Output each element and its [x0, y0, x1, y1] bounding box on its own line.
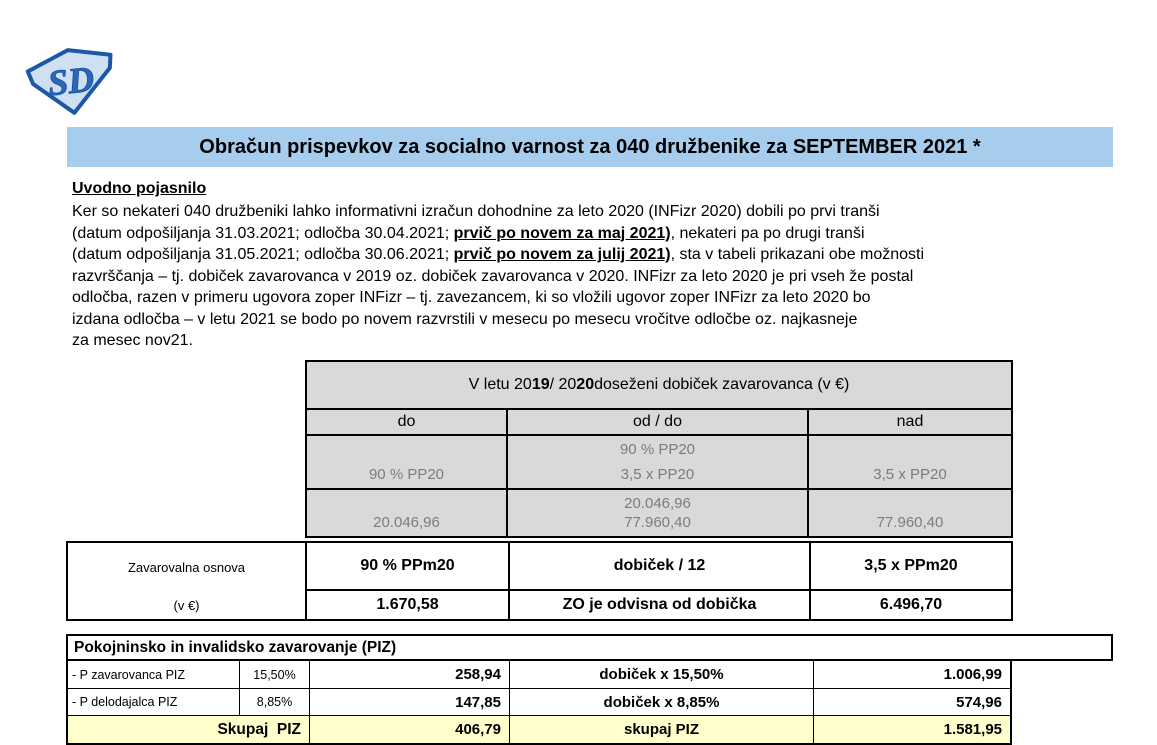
- amount-cell-od-do: [508, 490, 809, 536]
- insurance-base-label: [68, 543, 307, 619]
- piz-row-label: - P delodajalca PIZ: [68, 689, 240, 716]
- column-header-od-do: od / do: [508, 410, 809, 436]
- threshold-cell-nad: 3,5 x PP20: [809, 436, 1011, 490]
- intro-emphasis-segment: prvič po novem za julij 2021): [453, 246, 671, 263]
- piz-total-formula: skupaj PIZ: [510, 716, 814, 743]
- piz-row-rate: 15,50%: [240, 661, 310, 689]
- threshold-od: 90 % PP20: [619, 441, 696, 458]
- intro-line: [72, 223, 1142, 245]
- intro-emphasis-segment: prvič po novem za maj 2021): [453, 224, 671, 242]
- caption-segment: doseženi dobiček zavarovanca (v €): [594, 376, 850, 393]
- intro-text-segment: (datum odpošiljanja 31.03.2021; odločba 30.04.2021;: [72, 224, 454, 242]
- caption-segment: / 20: [549, 376, 577, 393]
- base-formula-nad: 3,5 x PPm20: [811, 543, 1011, 591]
- sd-shield-logo-icon: [24, 46, 118, 118]
- threshold-cell-do: 90 % PP20: [307, 436, 508, 490]
- piz-row-amount: 1.006,99: [814, 661, 1010, 689]
- insurance-base-label-line2: (v €): [173, 597, 200, 613]
- base-value-nad: 6.496,70: [879, 596, 943, 613]
- piz-total-label: Skupaj PIZ: [68, 716, 310, 743]
- insurance-base-table: [66, 541, 1013, 621]
- intro-line: [72, 309, 1142, 331]
- piz-table-title: [66, 634, 1113, 661]
- range-table-caption: [307, 362, 1011, 410]
- threshold-do: 3,5 x PP20: [620, 466, 695, 483]
- column-header-nad: nad: [809, 410, 1011, 436]
- caption-segment: V letu 20: [468, 376, 532, 393]
- base-formula-od-do: dobiček / 12: [510, 543, 811, 591]
- intro-text-segment: (datum odpošiljanja 31.05.2021; odločba 30.06.2021;: [72, 246, 454, 263]
- intro-text-segment: odločba, razen v primeru ugovora zoper INFizr – tj. zavezancem, ki so vložili ugovor zoper INFizr za leto 2020 bo: [72, 289, 871, 306]
- piz-row-monthly: 258,94: [310, 661, 510, 689]
- intro-text-segment: , sta v tabeli prikazani obe možnosti: [670, 246, 925, 263]
- intro-line: [72, 287, 1142, 309]
- piz-table: [66, 661, 1012, 745]
- piz-row-amount: 574,96: [814, 689, 1010, 716]
- intro-text-segment: razvrščanja – tj. dobiček zavarovanca v 2019 oz. dobiček zavarovanca v 2020. INFizr za leto 2020 je pri vseh že postal: [72, 267, 914, 285]
- piz-total-monthly: 406,79: [310, 716, 510, 743]
- intro-section: [72, 179, 1142, 352]
- column-header-do: do: [307, 410, 508, 436]
- amount-do: 77.960,40: [624, 514, 691, 531]
- amount-cell-do: 20.046,96: [307, 490, 508, 536]
- page-title-text: Obračun prispevkov za socialno varnost za 040 družbenike za SEPTEMBER 2021 *: [199, 135, 981, 158]
- amount-od: 20.046,96: [624, 495, 691, 512]
- piz-row-formula: dobiček x 15,50%: [510, 661, 814, 689]
- piz-row-formula: dobiček x 8,85%: [510, 689, 814, 716]
- amount-cell-nad: 77.960,40: [876, 514, 944, 531]
- caption-segment-bold: 19: [531, 376, 550, 393]
- caption-segment-bold: 20: [576, 376, 595, 393]
- piz-row-monthly: 147,85: [310, 689, 510, 716]
- intro-line: [72, 330, 1142, 352]
- base-value-od-do: ZO je odvisna od dobička: [510, 591, 811, 619]
- piz-row-label: - P zavarovanca PIZ: [68, 661, 240, 689]
- insurance-base-label-line1: Zavarovalna osnova: [127, 559, 246, 575]
- intro-heading: Uvodno pojasnilo: [72, 180, 207, 197]
- threshold-cell-od-do: [508, 436, 809, 490]
- piz-title-text: Pokojninsko in invalidsko zavarovanje (PIZ): [74, 638, 397, 656]
- piz-row-rate: 8,85%: [240, 689, 310, 716]
- profit-range-table: [305, 360, 1013, 538]
- logo-letters: SD: [46, 58, 96, 104]
- page-title: [67, 127, 1113, 167]
- intro-line: [72, 201, 1142, 223]
- intro-text-segment: za mesec nov21.: [72, 332, 193, 349]
- intro-text-segment: Ker so nekateri 040 družbeniki lahko informativni izračun dohodnine za leto 2020 (INFizr 2020) dobili po prvi tranši: [72, 203, 880, 220]
- intro-line: [72, 266, 1142, 288]
- base-value-do: 1.670,58: [307, 591, 510, 619]
- intro-text-segment: , nekateri pa po drugi tranši: [670, 224, 865, 242]
- intro-text-segment: izdana odločba – v letu 2021 se bodo po novem razvrstili v mesecu po mesecu vročitve odločbe oz. najkasneje: [72, 310, 858, 328]
- intro-line: [72, 244, 1142, 266]
- piz-total-amount: 1.581,95: [814, 716, 1010, 743]
- base-formula-do: 90 % PPm20: [307, 543, 510, 591]
